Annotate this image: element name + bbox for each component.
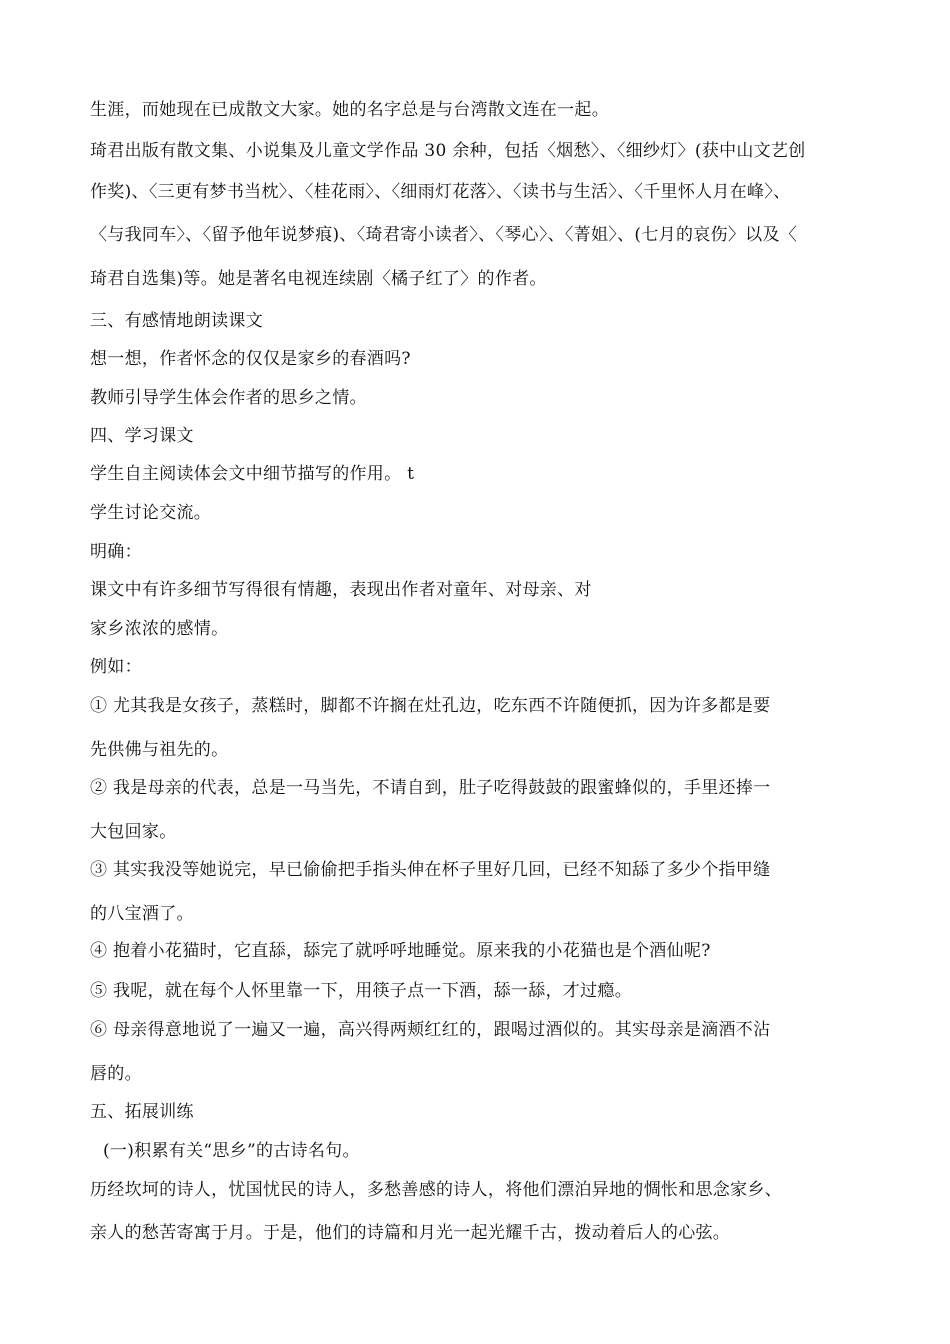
example-item: ⑤ 我呢，就在每个人怀里靠一下，用筷子点一下酒，舔一舔，才过瘾。 <box>90 981 633 1001</box>
text-line: 课文中有许多细节写得很有情趣，表现出作者对童年、对母亲、对 <box>90 580 592 600</box>
section-heading: 五、拓展训练 <box>90 1102 194 1122</box>
text-line: 学生讨论交流。 <box>90 503 212 523</box>
text-line: 亲人的愁苦寄寓于月。于是，他们的诗篇和月光一起光耀千古，拨动着后人的心弦。 <box>90 1223 731 1243</box>
text-line: 琦君出版有散文集、小说集及儿童文学作品 30 余种，包括〈烟愁〉、〈细纱灯〉(获中山文艺创 <box>90 141 806 161</box>
text-line: 生涯，而她现在已成散文大家。她的名字总是与台湾散文连在一起。 <box>90 100 609 120</box>
example-item: ③ 其实我没等她说完，早已偷偷把手指头伸在杯子里好几回，已经不知舔了多少个指甲缝 <box>90 860 771 880</box>
text-line: 想一想，作者怀念的仅仅是家乡的春酒吗? <box>90 349 411 369</box>
text-line: 〈与我同车〉、〈留予他年说梦痕)、〈琦君寄小读者〉、〈琴心〉、〈菁姐〉、(七月的哀伤〉以及〈 <box>90 225 798 245</box>
text-line: 大包回家。 <box>90 822 177 842</box>
example-item: ⑥ 母亲得意地说了一遍又一遍，高兴得两颊红红的，跟喝过酒似的。其实母亲是滴酒不沾 <box>90 1020 771 1040</box>
subsection-heading: (一)积累有关“思乡”的古诗名句。 <box>103 1141 360 1161</box>
section-heading: 三、有感情地朗读课文 <box>90 311 263 331</box>
text-line: 教师引导学生体会作者的思乡之情。 <box>90 388 367 408</box>
text-line: 琦君自选集)等。她是著名电视连续剧〈橘子红了〉的作者。 <box>90 269 547 289</box>
text-line: 例如： <box>90 657 142 677</box>
text-line: 历经坎坷的诗人，忧国忧民的诗人，多愁善感的诗人，将他们漂泊异地的惆怅和思念家乡、 <box>90 1180 782 1200</box>
text-line: 明确： <box>90 542 142 562</box>
example-item: ④ 抱着小花猫时，它直舔，舔完了就呼呼地睡觉。原来我的小花猫也是个酒仙呢? <box>90 941 711 961</box>
text-line: 先供佛与祖先的。 <box>90 740 229 760</box>
example-item: ① 尤其我是女孩子，蒸糕时，脚都不许搁在灶孔边，吃东西不许随便抓，因为许多都是要 <box>90 696 771 716</box>
text-line: 唇的。 <box>90 1064 142 1084</box>
section-heading: 四、学习课文 <box>90 426 194 446</box>
text-line: 学生自主阅读体会文中细节描写的作用。 t <box>90 464 415 484</box>
text-line: 的八宝酒了。 <box>90 904 194 924</box>
text-line: 家乡浓浓的感情。 <box>90 619 229 639</box>
text-line: 作奖)、〈三更有梦书当枕〉、〈桂花雨〉、〈细雨灯花落〉、〈读书与生活〉、〈千里怀人月在峰〉、 <box>90 182 791 202</box>
example-item: ② 我是母亲的代表，总是一马当先，不请自到，肚子吃得鼓鼓的跟蜜蜂似的，手里还捧一 <box>90 778 771 798</box>
